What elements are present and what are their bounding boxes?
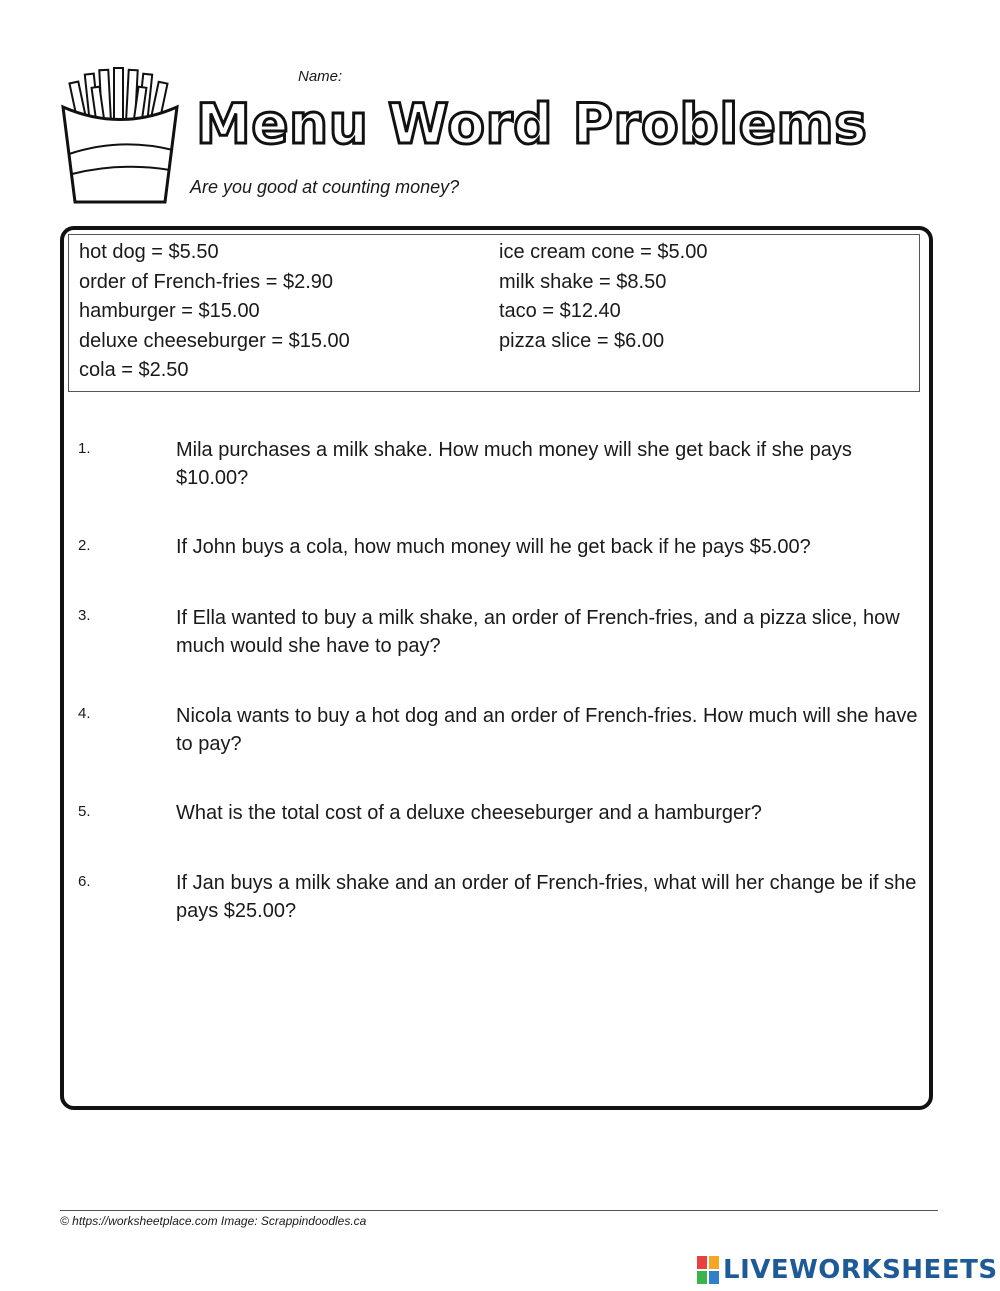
menu-item: taco = $12.40 <box>499 300 621 322</box>
question-text: If John buys a cola, how much money will he get back if he pays $5.00? <box>176 536 811 558</box>
name-label: Name: <box>298 68 343 85</box>
question-number: 4. <box>78 705 91 722</box>
question-text: Nicola wants to buy a hot dog and an order of French-fries. How much will she have to pay? <box>176 705 918 755</box>
question-number: 3. <box>78 607 91 624</box>
question-number: 1. <box>78 440 91 457</box>
question-text: Mila purchases a milk shake. How much money will she get back if she pays $10.00? <box>176 439 852 489</box>
menu-item: cola = $2.50 <box>79 359 189 381</box>
question-number: 5. <box>78 803 91 820</box>
menu-item: hot dog = $5.50 <box>79 241 219 263</box>
menu-item: deluxe cheeseburger = $15.00 <box>79 330 350 352</box>
footer-credit: © https://worksheetplace.com Image: Scrappindoodles.ca <box>60 1214 367 1228</box>
brand-name: LIVEWORKSHEETS <box>723 1255 998 1285</box>
menu-item: ice cream cone = $5.00 <box>499 241 708 263</box>
menu-item: pizza slice = $6.00 <box>499 330 665 352</box>
question-number: 2. <box>78 537 91 554</box>
footer-divider <box>60 1210 938 1211</box>
question-text: If Ella wanted to buy a milk shake, an order of French-fries, and a pizza slice, how much would she have to pay? <box>176 607 900 657</box>
french-fries-icon <box>55 62 185 204</box>
question-text: If Jan buys a milk shake and an order of French-fries, what will her change be if she pays $25.00? <box>176 872 917 922</box>
liveworksheets-logo <box>697 1255 998 1285</box>
question-text: What is the total cost of a deluxe cheeseburger and a hamburger? <box>176 802 762 824</box>
subtitle: Are you good at counting money? <box>190 177 460 197</box>
menu-item: order of French-fries = $2.90 <box>79 271 334 293</box>
menu-price-list <box>68 234 920 392</box>
liveworksheets-badge-icon <box>697 1256 719 1284</box>
menu-item: hamburger = $15.00 <box>79 300 260 322</box>
question-number: 6. <box>78 873 91 890</box>
page-title: Menu Word Problems <box>196 92 868 156</box>
menu-item: milk shake = $8.50 <box>499 271 667 293</box>
